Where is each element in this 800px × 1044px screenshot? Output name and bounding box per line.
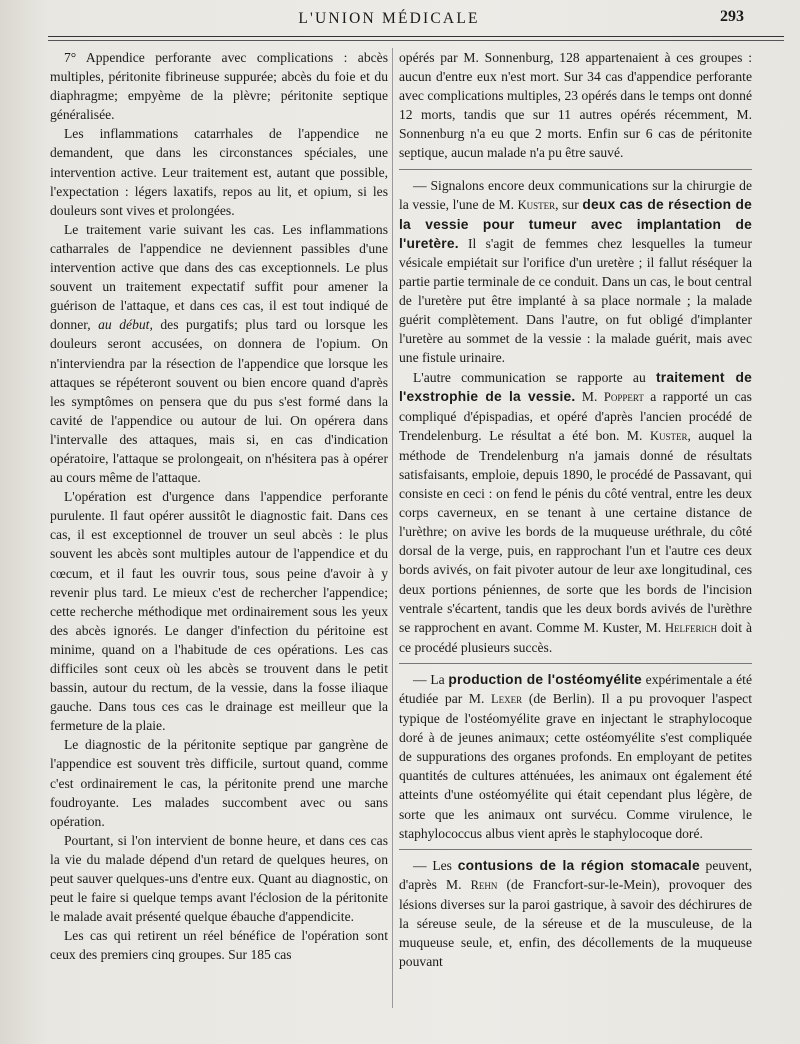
paragraph: Les inflammations catarrhales de l'appendice ne demandent, que dans les circonstances spéciales, une intervention active. Leur traitement est, autant que possible, l'expectation : légers laxatifs, repos au lit, et opium, si les douleurs sont vives et prolongées. xyxy=(50,126,388,218)
header-rule-thin xyxy=(48,40,784,41)
paragraph: 7° Appendice perforante avec complications : abcès multiples, péritonite fibrineuse suppurée; abcès du foie et du diaphragme; empyème de la plèvre; péritonite septique généralisée. xyxy=(50,50,388,123)
section-separator xyxy=(399,849,752,850)
paragraph: L'opération est d'urgence dans l'appendice perforante purulente. Il faut opérer aussitôt le diagnostic fait. Dans ces cas, il est exceptionnel de trouver un seul abcès : le plus souvent les abcès sont multiples autour de l'appendice et du cœcum, et il faut les ouvrir tous, sous peine d'avoir à y revenir plus tard. Le mieux c'est de rechercher l'appendice; cette recherche méthodique met ordinairement sous les yeux des abcès ignorés. Le danger d'infection du péritoine est minime, quand on a l'habitude de ces opérations. Les cas difficiles sont ceux où les abcès se trouvent dans le petit bassin, autour du rectum, de la vessie, dans la fosse iliaque gauche. Dans tous ces cas le drainage est meilleur que la fermeture de la plaie. xyxy=(50,489,388,734)
paragraph: — Les contusions de la région stomacale peuvent, d'après M. Rehn (de Francfort-sur-le-Mein), provoquer des lésions diverses sur la paroi gastrique, à savoir des déchirures de la séreuse seule, de la séreuse et de la musculeuse, de la muqueuse seule, et, enfin, des décollements de la muqueuse pouvant xyxy=(399,857,753,970)
paragraph: L'autre communication se rapporte au traitement de l'exstrophie de la vessie. M. Poppert a rapporté un cas compliqué d'épispadias, et opéré d'après l'ancien procédé de Trendelenburg. Le résultat a été bon. M. Kuster, auquel la méthode de Trendelenburg n'a jamais donné de résultats satisfaisants, emploie, depuis 1890, le procédé de Passavant, qui consiste en ceci : on fend le pénis du côté ventral, entre les deux corps caverneux, en se tenant à une certaine distance de l'urèthre; on avive les bords de la muqueuse uréthrale, du côté dorsal de la verge, puis, en rapprochant l'un et l'autre ces deux bords avivés, on fait pivoter autour de leur axe longitudinal, ces deux portions péniennes, de sorte que les bords de l'incision ventrale s'écartent, tandis que les deux bords avivés de l'urèthre se rapprochent en avant. Comme M. Kuster, M. Helferich doit à ce procédé plusieurs succès. xyxy=(399,369,752,655)
author-name: Kuster xyxy=(649,428,688,443)
paragraph: — Signalons encore deux communications sur la chirurgie de la vessie, l'une de M. Kuster, sur deux cas de résection de la vessie pour tumeur avec implantation de l'uretère. Il s'agit de femmes chez lesquelles la tumeur vésicale empiétait sur l'orifice d'un uretère ; il fallut réséquer la partie partie terminale de ce conduit. Dans un cas, le bout central de l'uretère put être implanté à sa place normale ; la malade guérit complètement. Dans l'autre, on fut obligé d'implanter l'uretère au sommet de la vessie : la malade guérit, mais avec une fistule urinaire. xyxy=(399,177,752,366)
paragraph: Le diagnostic de la péritonite septique par gangrène de l'appendice est souvent très difficile, surtout quand, comme c'est ordinairement le cas, la péritonite prend une marche foudroyante. Les malades succombent avec ou sans opération. xyxy=(50,737,388,829)
author-name: Lexer xyxy=(491,692,523,706)
page-number: 293 xyxy=(720,8,744,25)
left-column xyxy=(50,48,388,965)
right-column xyxy=(399,48,752,971)
author-name: Helferich xyxy=(665,620,718,635)
paragraph: Les cas qui retirent un réel bénéfice de l'opération sont ceux des premiers cinq groupes. Sur 185 cas xyxy=(50,928,388,963)
paragraph: — La production de l'ostéomyélite expérimentale a été étudiée par M. Lexer (de Berlin). Il a pu provoquer l'aspect typique de l'ostéomyélite grave en injectant le straphylocoque doré à de jeunes animaux; cette ostéomyélite s'est compliquée de suppurations des organes profonds. En employant de petites quantités de cultures atténuées, les animaux ont également été atteints d'une ostéomyélite qui était cependant plus légère, de sorte que les animaux ont survécu. Comme virulence, le staphylococcus albus vient après le staphylocoque doré. xyxy=(399,671,752,841)
bold-heading: contusions de la région stomacale xyxy=(457,857,700,873)
paragraph: Pourtant, si l'on intervient de bonne heure, et dans ces cas la vie du malade dépend d'un retard de quelques heures, on peut sauver quelques-uns d'entre eux. Quant au diagnostic, on peut le faire si quelque temps avant l'éclosion de la péritonite le malade avait présenté quelque ébauche d'appendicite. xyxy=(50,832,388,925)
section-separator xyxy=(399,663,752,664)
author-name: Kuster xyxy=(517,197,556,212)
bold-heading: production de l'ostéomyélite xyxy=(448,671,642,687)
paragraph: Le traitement varie suivant les cas. Les inflammations catharrales de l'appendice ne deviennent passibles d'une intervention active que dans des cas exceptionnels. Le plus souvent un traitement expectatif suffit pour amener la guérison de l'attaque, et dans ces cas, il est tout indiqué de donner, au début, des purgatifs; plus tard ou lorsque les douleurs seront accusées, on donnera de l'opium. On n'interviendra par la résection de l'appendice que lorsque les attaques se répéteront souvent ou bien encore quand d'après les symptômes on pensera que du pus s'est formé dans la cavité de l'appendice ou autour de lui. On opérera dans l'intervalle des attaques, mais si, en cas d'indication opératoire, l'attaque se prolongeait, on n'hésitera pas à opérer au cours même de l'attaque. xyxy=(50,221,388,486)
column-divider xyxy=(392,48,393,1008)
header-rule xyxy=(48,36,784,37)
author-name: Poppert xyxy=(603,389,644,404)
bold-heading: deux cas de résection de la vessie pour tumeur avec implantation de l'uretère. xyxy=(399,196,752,251)
italic-text: au début, xyxy=(98,317,153,333)
journal-title: L'UNION MÉDICALE xyxy=(298,10,480,27)
paragraph: opérés par M. Sonnenburg, 128 appartenaient à ces groupes : aucun d'entre eux n'est mort. Sur 34 cas d'appendice perforante avec complications multiples, 23 opérés dans le temps ont donné 12 morts, tandis que sur 11 autres opérés récemment, M. Sonnenburg n'a eu que 2 morts. Enfin sur 6 cas de péritonite septique, aucun malade n'a pu être sauvé. xyxy=(399,50,752,161)
section-separator xyxy=(399,169,752,170)
running-header xyxy=(48,8,744,34)
author-name: Rehn xyxy=(470,877,498,892)
bold-heading: traitement de l'exstrophie de la vessie. xyxy=(399,369,752,404)
